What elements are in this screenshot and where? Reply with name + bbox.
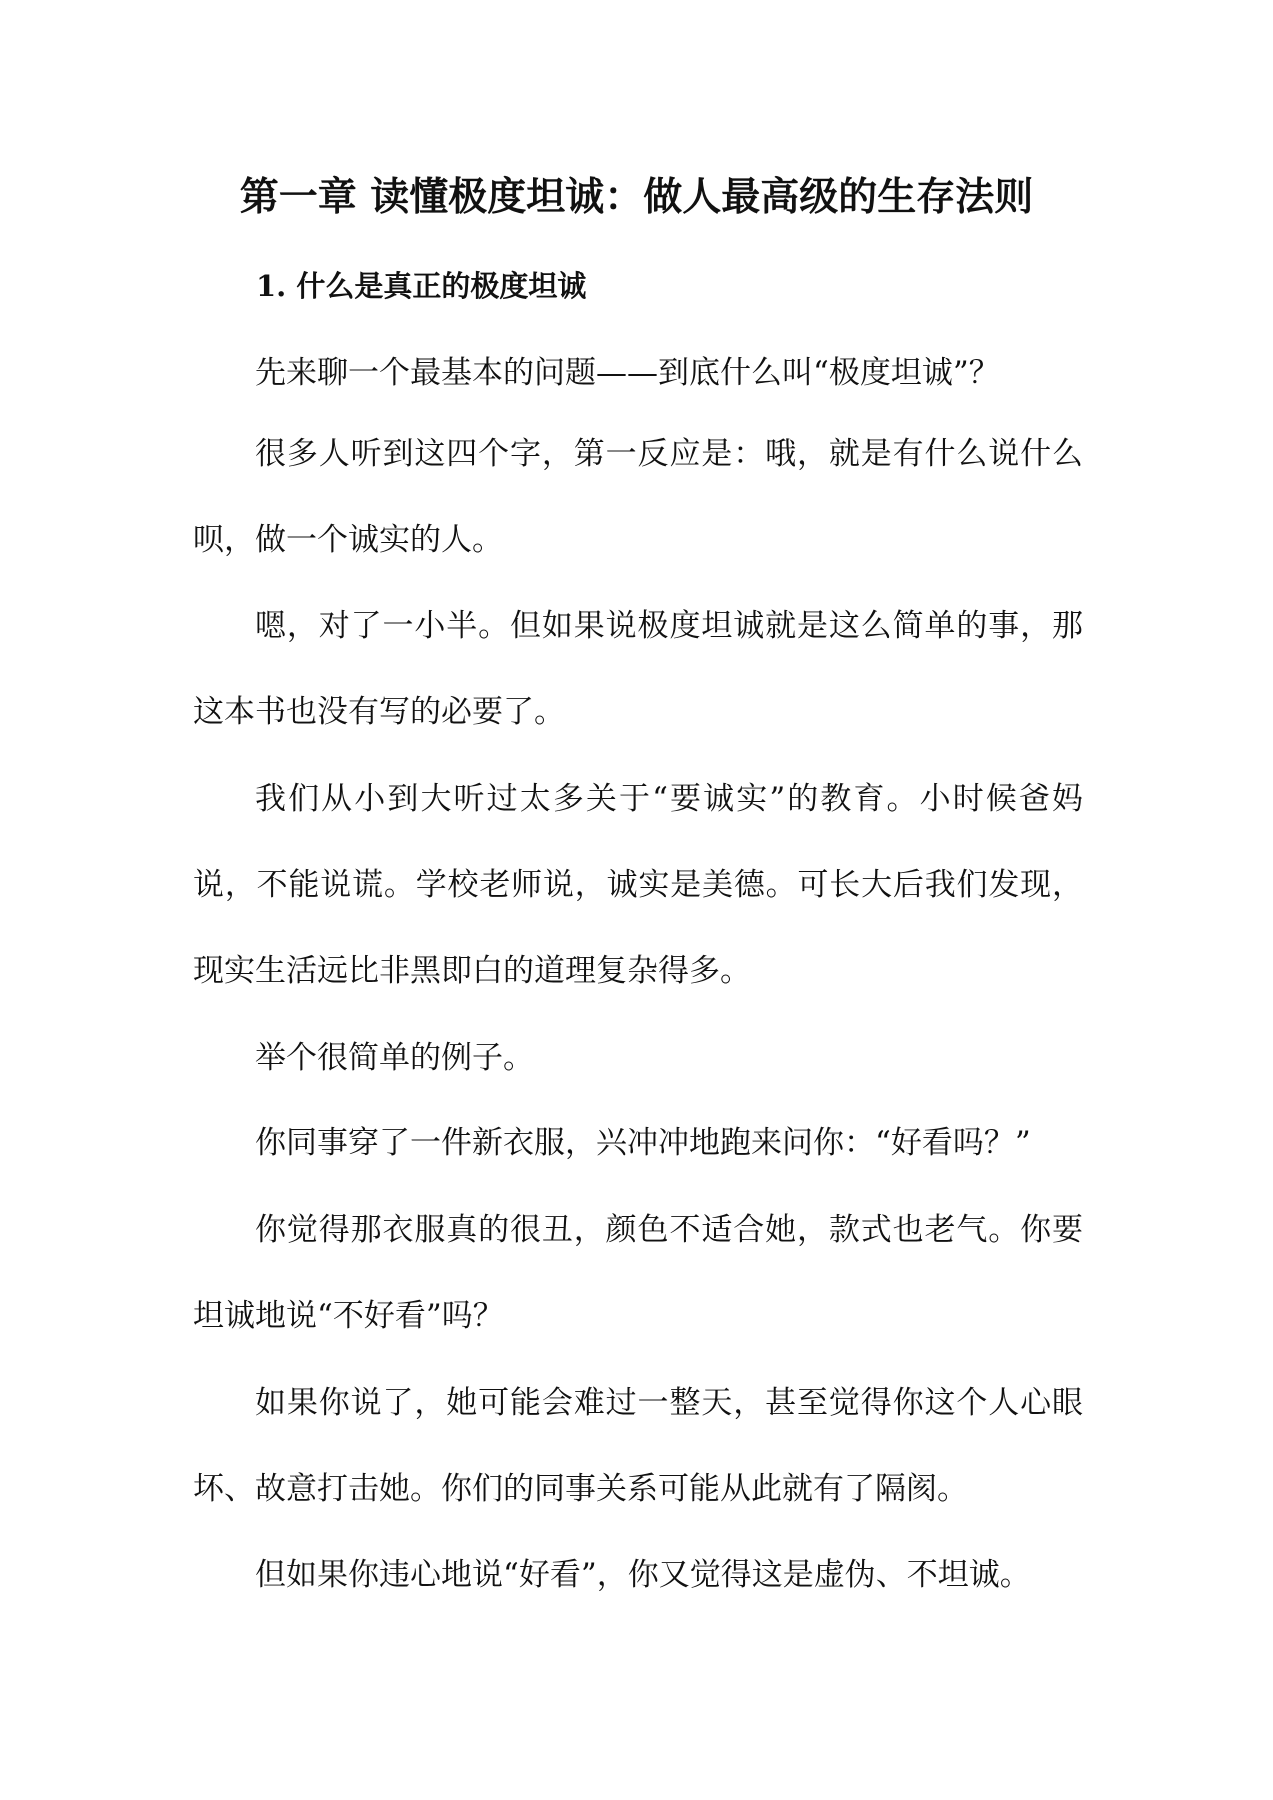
paragraph-7: 你觉得那衣服真的很丑，颜色不适合她，款式也老气。你要坦诚地说“不好看”吗？ — [193, 1212, 1083, 1334]
paragraph-3: 嗯，对了一小半。但如果说极度坦诚就是这么简单的事，那这本书也没有写的必要了。 — [193, 608, 1083, 730]
paragraph-1: 先来聊一个最基本的问题——到底什么叫“极度坦诚”？ — [255, 355, 1000, 391]
paragraph-4: 我们从小到大听过太多关于“要诚实”的教育。小时候爸妈说，不能说谎。学校老师说，诚实是美德。可长大后我们发现，现实生活远比非黑即白的道理复杂得多。 — [193, 781, 1083, 989]
paragraph-9: 但如果你违心地说“好看”，你又觉得这是虚伪、不坦诚。 — [255, 1557, 1031, 1593]
paragraph-8: 如果你说了，她可能会难过一整天，甚至觉得你这个人心眼坏、故意打击她。你们的同事关系可能从此就有了隔阂。 — [193, 1385, 1083, 1507]
paragraph-5: 举个很简单的例子。 — [255, 1040, 534, 1076]
chapter-title: 第一章 读懂极度坦诚：做人最高级的生存法则 — [239, 174, 1034, 220]
paragraph-6: 你同事穿了一件新衣服，兴冲冲地跑来问你：“好看吗？” — [255, 1125, 1031, 1161]
section-title: 1. 什么是真正的极度坦诚 — [256, 269, 587, 303]
paragraph-2: 很多人听到这四个字，第一反应是：哦，就是有什么说什么呗，做一个诚实的人。 — [193, 436, 1083, 558]
